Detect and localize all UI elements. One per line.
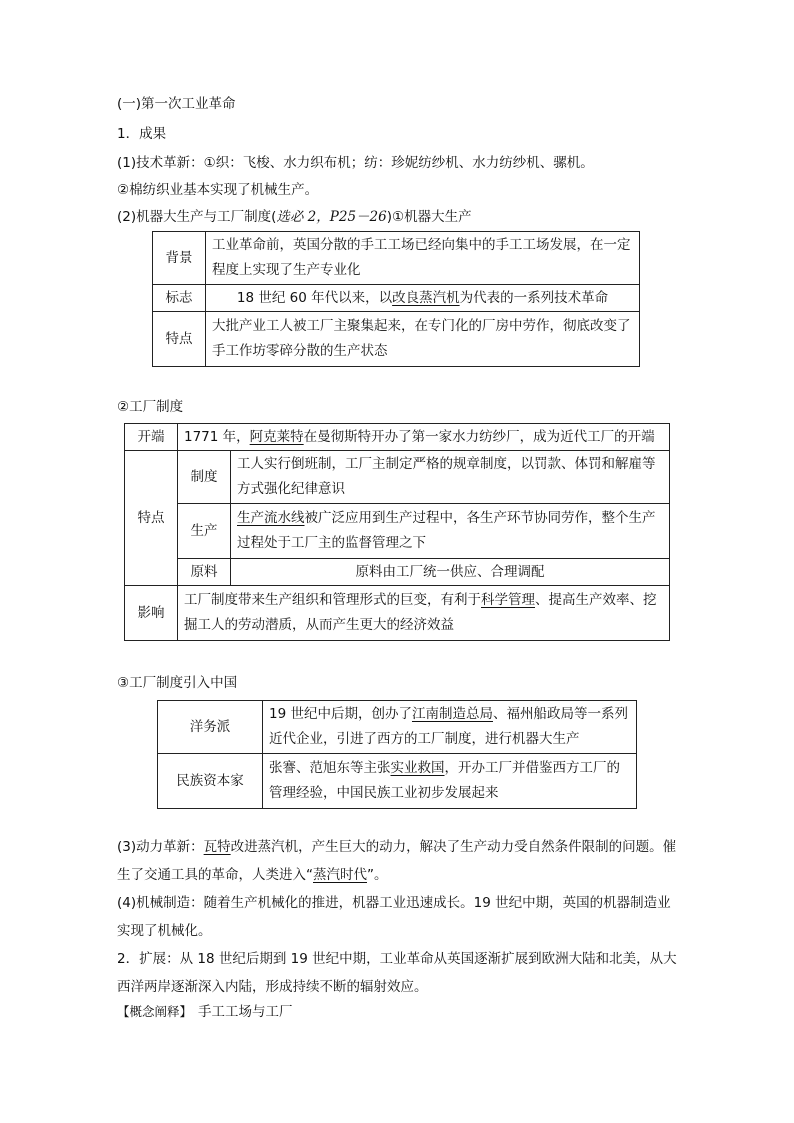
text-fragment: 18 世纪 60 年代以来，以 xyxy=(236,289,393,306)
table-row xyxy=(158,701,637,754)
table-row xyxy=(153,285,640,312)
key-term: 生产流水线 xyxy=(237,510,305,526)
row-content: 工业革命前，英国分散的手工工场已经向集中的手工工场发展，在一定程度上实现了生产专业化 xyxy=(206,232,640,285)
row-label: 开端 xyxy=(125,424,178,451)
text-fragment: 、提高生产效率、挖掘工人的劳动潜质，从而产生更大的经济效益 xyxy=(184,592,657,633)
table-row xyxy=(125,424,670,451)
row-label: 影响 xyxy=(125,586,178,641)
key-term: 江南制造总局 xyxy=(411,706,493,722)
row-content xyxy=(263,701,637,754)
power-innovation-para xyxy=(117,833,677,889)
row-label: 原料 xyxy=(178,559,231,586)
machinery-para: (4)机械制造：随着生产机械化的推进，机器工业迅速成长。19 世纪中期，英国的机器制造业实现了机械化。 xyxy=(117,895,671,939)
row-label: 特点 xyxy=(153,312,206,367)
factory-china-table xyxy=(157,700,637,809)
table-row xyxy=(153,312,640,367)
concept-explanation xyxy=(117,1002,293,1022)
row-content: 大批产业工人被工厂主聚集起来，在专门化的厂房中劳作，彻底改变了手工作坊零碎分散的生产状态 xyxy=(206,312,640,367)
text-fragment: 改进蒸汽机，产生巨大的动力，解决了生产动力受自然条件限制的问题。催生了交通工具的革命，人类进入“ xyxy=(117,839,677,883)
row-label: 制度 xyxy=(178,451,231,504)
group-label: 特点 xyxy=(125,451,178,586)
row-content xyxy=(231,504,670,559)
table-row xyxy=(125,451,670,504)
section-title: (一)第一次工业革命 xyxy=(117,96,236,112)
text-fragment: 为代表的一系列技术革命 xyxy=(459,289,609,306)
machine-production-heading xyxy=(117,207,472,227)
text-fragment: 被广泛应用到生产过程中，各生产环节协同劳作，整个生产过程处于工厂主的监督管理之下 xyxy=(237,510,656,551)
text-fragment: ，开办工厂并借鉴西方工厂的管理经验，中国民族工业初步发展起来 xyxy=(269,760,620,801)
table-row xyxy=(153,232,640,285)
table-row xyxy=(125,559,670,586)
factory-china-heading: ③工厂制度引入中国 xyxy=(117,675,238,691)
concept-title: 手工工场与工厂 xyxy=(198,1004,293,1020)
cotton-textile-para: ②棉纺织业基本实现了机械生产。 xyxy=(117,182,319,198)
text-fragment: 在曼彻斯特开办了第一家水力纺纱厂，成为近代工厂的开端 xyxy=(303,428,655,445)
text-fragment: 1771 年， xyxy=(184,428,250,445)
row-label: 标志 xyxy=(153,285,206,312)
key-term: 改良蒸汽机 xyxy=(392,289,460,306)
factory-system-heading: ②工厂制度 xyxy=(117,399,184,415)
row-content: 工人实行倒班制，工厂主制定严格的规章制度，以罚款、体罚和解雇等方式强化纪律意识 xyxy=(231,451,670,504)
row-label: 洋务派 xyxy=(158,701,263,754)
row-content xyxy=(178,424,670,451)
tech-innovation-para: (1)技术革新：①织：飞梭、水力织布机；纺：珍妮纺纱机、水力纺纱机、骡机。 xyxy=(117,155,594,171)
textbook-reference: 选必 2，P25－26 xyxy=(276,209,387,225)
table-row xyxy=(125,504,670,559)
expansion-para: 2．扩展：从 18 世纪后期到 19 世纪中期，工业革命从英国逐渐扩展到欧洲大陆和北美，从大西洋两岸逐渐深入内陆，形成持续不断的辐射效应。 xyxy=(117,951,677,995)
results-heading: 1．成果 xyxy=(117,126,167,142)
row-content: 原料由工厂统一供应、合理调配 xyxy=(231,559,670,586)
key-term: 瓦特 xyxy=(203,839,231,855)
table-row xyxy=(158,754,637,809)
key-term: 实业救国 xyxy=(390,760,445,776)
row-label: 背景 xyxy=(153,232,206,285)
row-label: 生产 xyxy=(178,504,231,559)
row-content xyxy=(206,285,640,312)
machine-production-table xyxy=(152,231,640,367)
key-term: 蒸汽时代 xyxy=(313,867,367,883)
text-fragment: 张謇、范旭东等主张 xyxy=(269,760,391,776)
key-term: 科学管理 xyxy=(481,592,535,608)
row-content xyxy=(178,586,670,641)
text-fragment: 工厂制度带来生产组织和管理形式的巨变，有利于 xyxy=(184,592,481,608)
row-label: 民族资本家 xyxy=(158,754,263,809)
heading-part-b: )①机器大生产 xyxy=(386,209,472,225)
text-fragment: 19 世纪中后期，创办了 xyxy=(269,706,412,722)
table-row xyxy=(125,586,670,641)
row-content xyxy=(263,754,637,809)
text-fragment: (3)动力革新： xyxy=(117,839,204,855)
heading-part-a: (2)机器大生产与工厂制度( xyxy=(117,209,277,225)
concept-tag: 【概念阐释】 xyxy=(117,1004,193,1019)
factory-system-table xyxy=(124,423,670,641)
text-fragment: 、福州船政局等一系列近代企业，引进了西方的工厂制度，进行机器大生产 xyxy=(269,706,628,747)
text-fragment: ”。 xyxy=(367,867,388,883)
key-term: 阿克莱特 xyxy=(249,428,304,445)
